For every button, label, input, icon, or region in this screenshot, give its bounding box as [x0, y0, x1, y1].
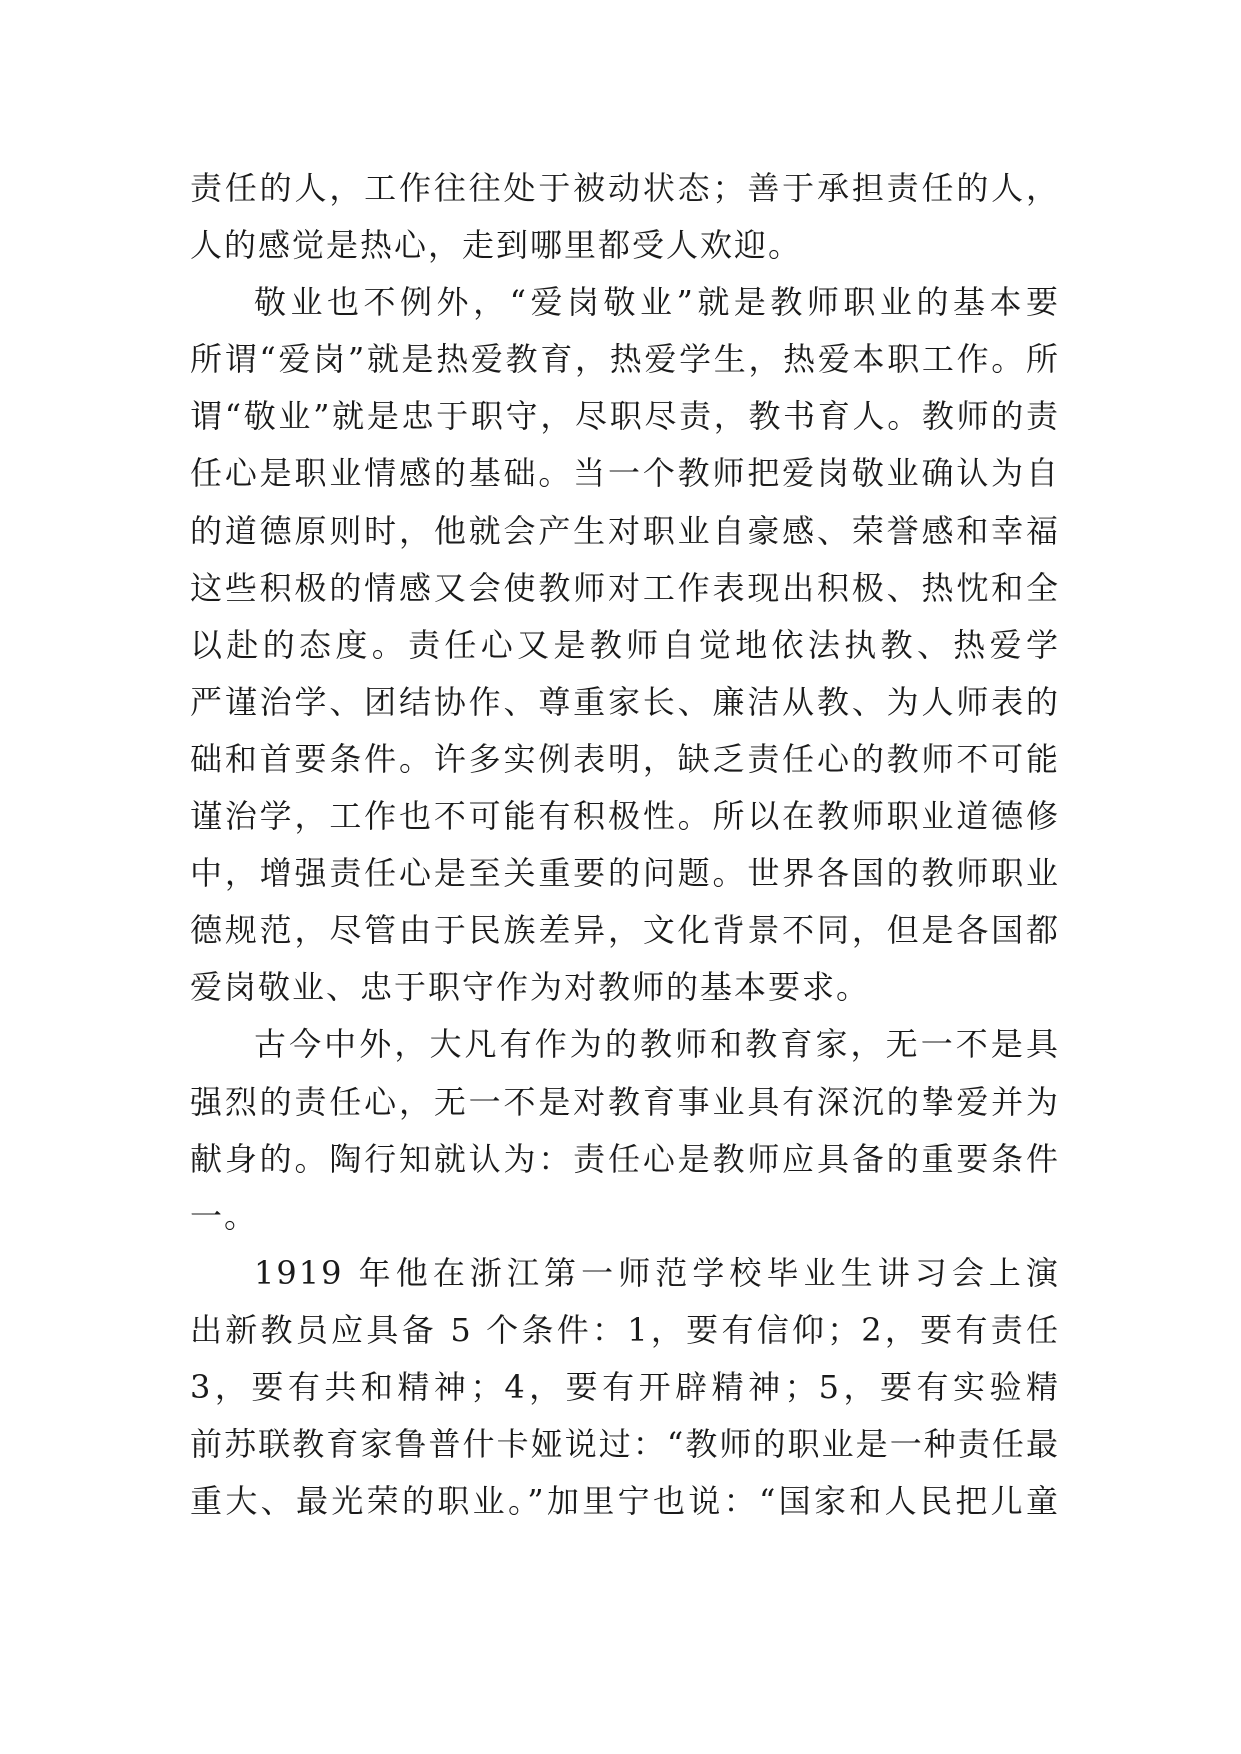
text-line: 以赴的态度。责任心又是教师自觉地依法执教、热爱学 — [190, 625, 1060, 664]
text-line: 献身的。陶行知就认为：责任心是教师应具备的重要条件 — [190, 1139, 1060, 1178]
text-line: 一。 — [190, 1196, 259, 1235]
text-line: 的道德原则时，他就会产生对职业自豪感、荣誉感和幸福 — [190, 511, 1060, 550]
text-line: 严谨治学、团结协作、尊重家长、廉洁从教、为人师表的 — [190, 682, 1060, 721]
text-line: 出新教员应具备 5 个条件：1，要有信仰；2，要有责任 — [190, 1310, 1060, 1349]
text-line: 责任的人，工作往往处于被动状态；善于承担责任的人， — [190, 169, 1060, 207]
text-line: 3，要有共和精神；4，要有开辟精神；5，要有实验精 — [190, 1367, 1060, 1406]
body-text — [190, 160, 1060, 1530]
text-line: 爱岗敬业、忠于职守作为对教师的基本要求。 — [190, 968, 871, 1007]
text-line: 人的感觉是热心，走到哪里都受人欢迎。 — [190, 226, 803, 265]
text-line: 1919 年他在浙江第一师范学校毕业生讲习会上演 — [254, 1253, 1060, 1292]
text-line: 强烈的责任心，无一不是对教育事业具有深沉的挚爱并为 — [190, 1082, 1060, 1121]
text-line: 谓“敬业”就是忠于职守，尽职尽责，教书育人。教师的责 — [190, 397, 1060, 436]
text-line: 德规范，尽管由于民族差异，文化背景不同，但是各国都 — [190, 911, 1060, 950]
text-line: 谨治学，工作也不可能有积极性。所以在教师职业道德修 — [190, 797, 1060, 836]
text-line: 敬业也不例外，“爱岗敬业”就是教师职业的基本要 — [254, 283, 1060, 322]
text-line: 所谓“爱岗”就是热爱教育，热爱学生，热爱本职工作。所 — [190, 340, 1060, 379]
text-line: 前苏联教育家鲁普什卡娅说过：“教师的职业是一种责任最 — [190, 1425, 1060, 1464]
text-line: 任心是职业情感的基础。当一个教师把爱岗敬业确认为自 — [190, 454, 1060, 493]
text-line: 这些积极的情感又会使教师对工作表现出积极、热忱和全 — [190, 568, 1060, 607]
text-line: 础和首要条件。许多实例表明，缺乏责任心的教师不可能 — [190, 739, 1060, 778]
text-line: 中，增强责任心是至关重要的问题。世界各国的教师职业 — [190, 854, 1060, 893]
text-line: 古今中外，大凡有作为的教师和教育家，无一不是具 — [254, 1025, 1060, 1064]
text-line: 重大、最光荣的职业。”加里宁也说：“国家和人民把儿童 — [190, 1482, 1060, 1521]
